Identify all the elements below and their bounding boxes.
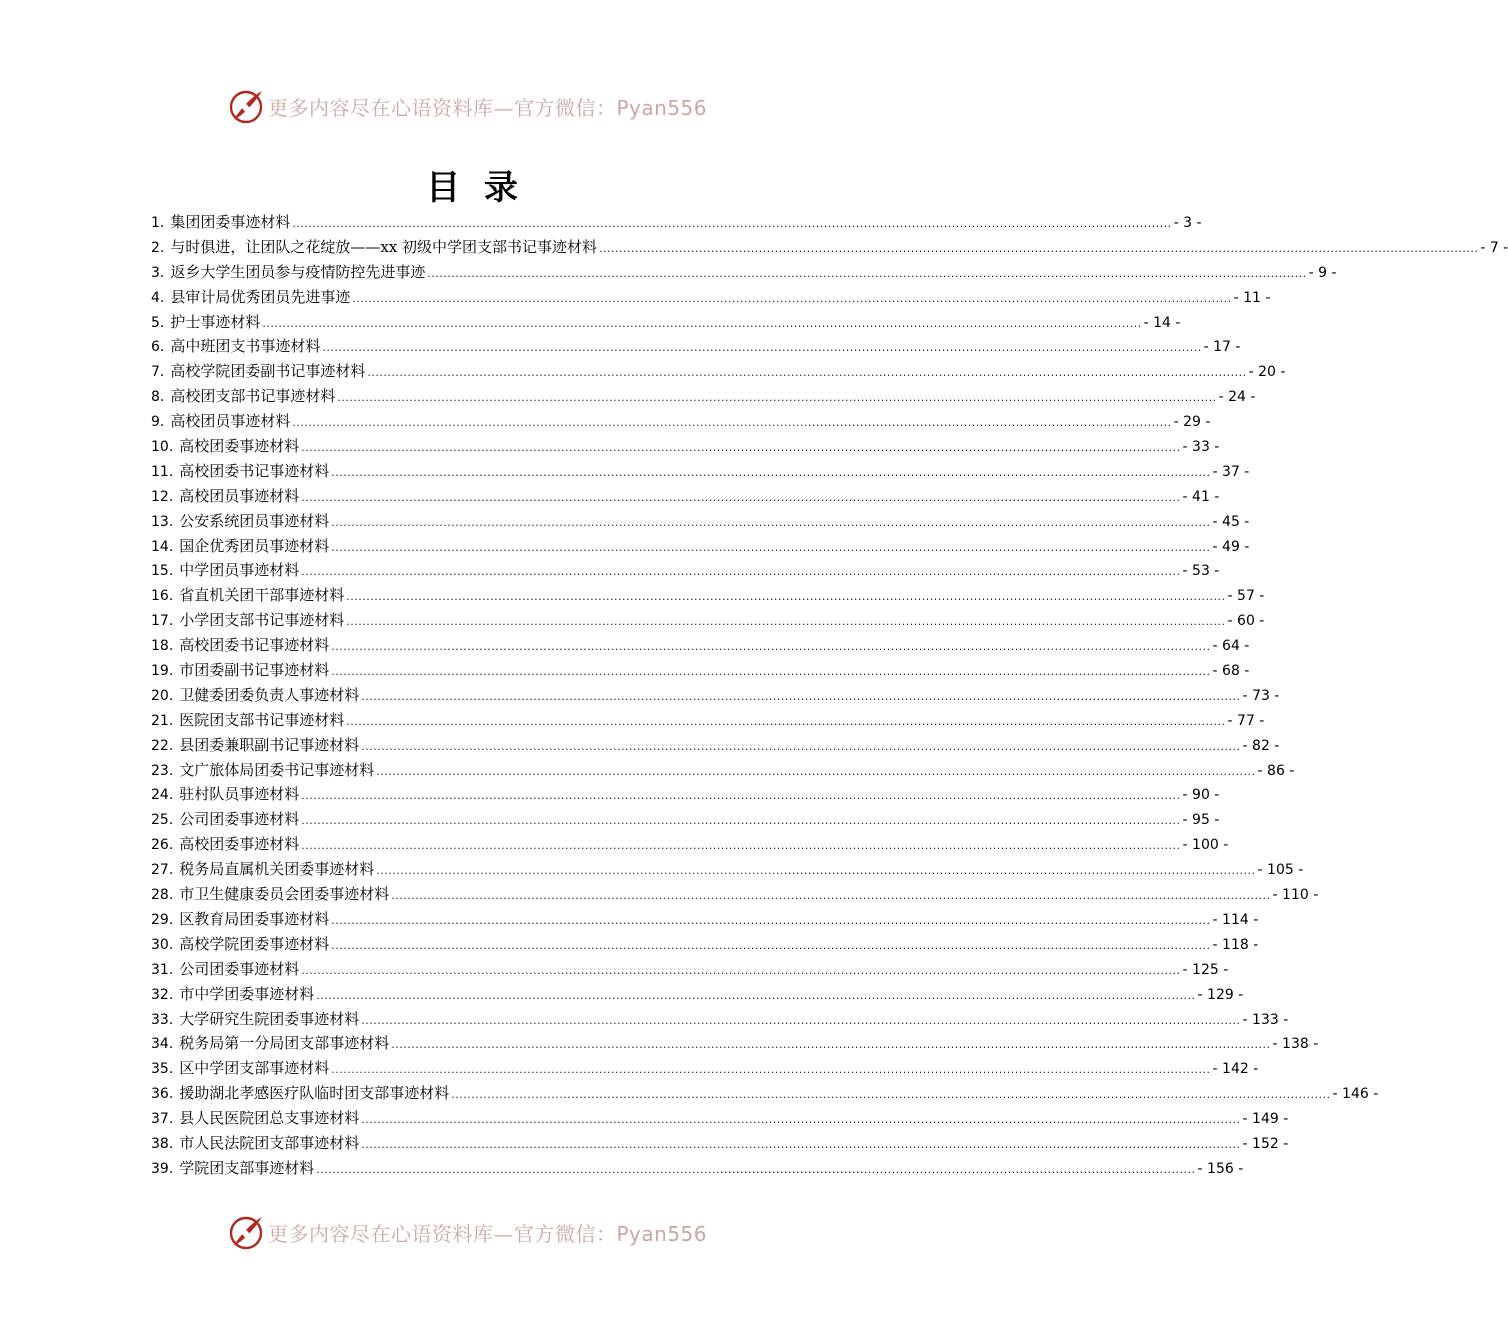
- toc-entry-page: - 156 -: [1197, 1160, 1244, 1177]
- toc-entry-title[interactable]: 卫健委团委负责人事迹材料: [179, 685, 360, 704]
- toc-entry-title[interactable]: 高校团委书记事迹材料: [179, 636, 330, 655]
- toc-dot-leader: ............................................................................................................................................................................................................................: [292, 416, 1172, 430]
- toc-entry-number: 21.: [151, 712, 174, 729]
- toc-entry-page: - 73 -: [1242, 687, 1280, 704]
- toc-entry-page: - 20 -: [1248, 364, 1286, 381]
- toc-entry[interactable]: [148, 485, 1220, 510]
- toc-entry[interactable]: [148, 510, 1250, 535]
- toc-entry-number: 19.: [151, 663, 174, 680]
- toc-entry-number: 13.: [151, 513, 174, 530]
- toc-entry-title[interactable]: 区教育局团委事迹材料: [179, 909, 330, 928]
- toc-entry-title[interactable]: 援助湖北孝感医疗队临时团支部事迹材料: [179, 1084, 450, 1103]
- toc-entry-page: - 82 -: [1242, 737, 1280, 754]
- toc-entry-number: 24.: [151, 787, 174, 804]
- toc-dot-leader: ............................................................................................................................................................................................................................: [331, 465, 1211, 479]
- toc-dot-leader: ............................................................................................................................................................................................................................: [301, 814, 1181, 828]
- toc-entry[interactable]: [148, 634, 1250, 659]
- toc-entry-number: 8.: [151, 389, 165, 406]
- toc-entry[interactable]: [148, 286, 1271, 311]
- toc-entry-title[interactable]: 公司团委事迹材料: [179, 959, 300, 978]
- toc-entry-number: 11.: [151, 463, 174, 480]
- toc-dot-leader: ............................................................................................................................................................................................................................: [346, 714, 1226, 728]
- toc-dot-leader: ............................................................................................................................................................................................................................: [361, 1137, 1241, 1151]
- toc-entry[interactable]: [148, 1082, 1379, 1107]
- toc-entry[interactable]: [148, 783, 1220, 808]
- toc-entry[interactable]: [148, 1132, 1289, 1157]
- banner-text: 更多内容尽在心语资料库—官方微信：Pyan556: [268, 1221, 708, 1246]
- toc-dot-leader: ............................................................................................................................................................................................................................: [331, 540, 1211, 554]
- toc-dot-leader: ............................................................................................................................................................................................................................: [376, 864, 1256, 878]
- toc-entry-number: 33.: [151, 1011, 174, 1028]
- toc-entry-page: - 146 -: [1332, 1086, 1379, 1103]
- toc-entry[interactable]: [148, 883, 1319, 908]
- toc-entry-page: - 125 -: [1182, 961, 1229, 978]
- toc-entry-page: - 29 -: [1173, 414, 1211, 431]
- toc-entry-number: 4.: [151, 289, 165, 306]
- toc-entry-page: - 57 -: [1227, 588, 1265, 605]
- toc-entry[interactable]: [148, 1032, 1319, 1057]
- toc-entry-title[interactable]: 国企优秀团员事迹材料: [179, 536, 330, 555]
- toc-entry-page: - 45 -: [1212, 513, 1250, 530]
- toc-entry-page: - 149 -: [1242, 1111, 1289, 1128]
- toc-entry[interactable]: [148, 709, 1265, 734]
- toc-entry-page: - 37 -: [1212, 463, 1250, 480]
- header-banner: [0, 84, 950, 128]
- toc-entry-number: 14.: [151, 538, 174, 555]
- toc-entry[interactable]: [148, 311, 1181, 336]
- toc-entry-page: - 77 -: [1227, 712, 1265, 729]
- toc-entry[interactable]: [148, 435, 1220, 460]
- toc-entry-number: 5.: [151, 314, 165, 331]
- toc-entry[interactable]: [148, 559, 1220, 584]
- toc-entry[interactable]: [148, 1157, 1244, 1182]
- toc-entry-page: - 110 -: [1272, 887, 1319, 904]
- toc-entry[interactable]: [148, 958, 1229, 983]
- toc-entry-title[interactable]: 文广旅体局团委书记事迹材料: [179, 760, 375, 779]
- toc-entry-page: - 114 -: [1212, 911, 1259, 928]
- toc-entry-page: - 3 -: [1173, 215, 1202, 231]
- toc-entry-page: - 17 -: [1203, 339, 1241, 356]
- toc-entry-page: - 41 -: [1182, 488, 1220, 505]
- toc-entry-page: - 9 -: [1308, 264, 1337, 281]
- toc-entry[interactable]: [148, 335, 1241, 360]
- toc-entry[interactable]: [148, 1057, 1259, 1082]
- toc-entry-page: - 118 -: [1212, 936, 1259, 953]
- toc-entry[interactable]: [148, 261, 1337, 286]
- toc-entry-title[interactable]: 县团委兼职副书记事迹材料: [179, 735, 360, 754]
- toc-entry-number: 12.: [151, 488, 174, 505]
- toc-entry-number: 3.: [151, 264, 165, 281]
- toc-dot-leader: ............................................................................................................................................................................................................................: [599, 241, 1479, 255]
- toc-entry[interactable]: [148, 211, 1202, 236]
- toc-entry-title[interactable]: 学院团支部事迹材料: [179, 1158, 315, 1177]
- toc-entry-number: 10.: [151, 439, 174, 456]
- toc-dot-leader: ............................................................................................................................................................................................................................: [346, 590, 1226, 604]
- toc-dot-leader: ............................................................................................................................................................................................................................: [451, 1088, 1331, 1102]
- toc-entry-title[interactable]: 市卫生健康委员会团委事迹材料: [179, 885, 390, 904]
- toc-entry-number: 38.: [151, 1135, 174, 1152]
- toc-entry[interactable]: [148, 1107, 1289, 1132]
- toc-entry-page: - 95 -: [1182, 812, 1220, 829]
- toc-entry-title[interactable]: 返乡大学生团员参与疫情防控先进事迹: [170, 262, 426, 281]
- toc-entry[interactable]: [148, 460, 1250, 485]
- toc-dot-leader: ............................................................................................................................................................................................................................: [301, 963, 1181, 977]
- toc-entry-page: - 14 -: [1143, 314, 1181, 331]
- toc-entry-number: 25.: [151, 812, 174, 829]
- toc-entry-page: - 129 -: [1197, 986, 1244, 1003]
- toc-entry-number: 35.: [151, 1061, 174, 1078]
- toc-entry-number: 16.: [151, 588, 174, 605]
- toc-dot-leader: ............................................................................................................................................................................................................................: [331, 665, 1211, 679]
- banner-text: 更多内容尽在心语资料库—官方微信：Pyan556: [268, 95, 708, 120]
- toc-entry-title[interactable]: 高校团委事迹材料: [179, 835, 300, 854]
- toc-dot-leader: ............................................................................................................................................................................................................................: [427, 266, 1307, 280]
- toc-entry-title[interactable]: 高校学院团委副书记事迹材料: [170, 362, 366, 381]
- toc-dot-leader: ............................................................................................................................................................................................................................: [322, 341, 1202, 355]
- toc-entry-page: - 142 -: [1212, 1061, 1259, 1078]
- toc-dot-leader: ............................................................................................................................................................................................................................: [331, 640, 1211, 654]
- toc-dot-leader: ............................................................................................................................................................................................................................: [331, 913, 1211, 927]
- toc-entry-title[interactable]: 高校团委事迹材料: [179, 437, 300, 456]
- toc-dot-leader: ............................................................................................................................................................................................................................: [346, 615, 1226, 629]
- toc-entry-page: - 105 -: [1257, 862, 1304, 879]
- toc-entry-page: - 60 -: [1227, 613, 1265, 630]
- toc-entry-number: 6.: [151, 339, 165, 356]
- toc-entry-title[interactable]: 高校团员事迹材料: [170, 412, 291, 431]
- toc-entry-title[interactable]: 高校学院团委事迹材料: [179, 934, 330, 953]
- toc-entry-title[interactable]: 税务局直属机关团委事迹材料: [179, 860, 375, 879]
- toc-dot-leader: ............................................................................................................................................................................................................................: [316, 988, 1196, 1002]
- toc-dot-leader: ............................................................................................................................................................................................................................: [331, 515, 1211, 529]
- toc-entry-title[interactable]: 驻村队员事迹材料: [179, 785, 300, 804]
- toc-entry[interactable]: [148, 659, 1250, 684]
- toc-dot-leader: ............................................................................................................................................................................................................................: [331, 1063, 1211, 1077]
- toc-entry-page: - 138 -: [1272, 1036, 1319, 1053]
- toc-entry[interactable]: [148, 734, 1280, 759]
- toc-entry-title[interactable]: 中学团员事迹材料: [179, 561, 300, 580]
- footer-banner: [0, 1210, 950, 1254]
- toc-entry-number: 17.: [151, 613, 174, 630]
- toc-entry-title[interactable]: 公安系统团员事迹材料: [179, 511, 330, 530]
- toc-entry-number: 29.: [151, 911, 174, 928]
- toc-entry-title[interactable]: 市中学团委事迹材料: [179, 984, 315, 1003]
- toc-entry-number: 30.: [151, 936, 174, 953]
- toc-entry-number: 34.: [151, 1036, 174, 1053]
- toc-entry-number: 36.: [151, 1086, 174, 1103]
- toc-entry[interactable]: [148, 1008, 1289, 1033]
- toc-entry-page: - 64 -: [1212, 638, 1250, 655]
- feather-pen-logo-icon: [226, 86, 266, 126]
- toc-entry-title[interactable]: 小学团支部书记事迹材料: [179, 611, 345, 630]
- toc-entry-number: 2.: [151, 239, 165, 256]
- toc-entry-title[interactable]: 集团团委事迹材料: [170, 213, 291, 231]
- toc-dot-leader: ............................................................................................................................................................................................................................: [292, 217, 1172, 230]
- toc-entry-number: 23.: [151, 762, 174, 779]
- toc-entry[interactable]: [148, 833, 1229, 858]
- toc-entry-title[interactable]: 高校团支部书记事迹材料: [170, 387, 336, 406]
- toc-dot-leader: ............................................................................................................................................................................................................................: [301, 490, 1181, 504]
- toc-entry[interactable]: [148, 535, 1250, 560]
- toc-entry-page: - 53 -: [1182, 563, 1220, 580]
- toc-entry-number: 37.: [151, 1111, 174, 1128]
- toc-entry-title[interactable]: 省直机关团干部事迹材料: [179, 586, 345, 605]
- toc-dot-leader: ............................................................................................................................................................................................................................: [352, 291, 1232, 305]
- toc-dot-leader: ............................................................................................................................................................................................................................: [391, 889, 1271, 903]
- toc-entry[interactable]: [148, 609, 1265, 634]
- toc-dot-leader: ............................................................................................................................................................................................................................: [331, 938, 1211, 952]
- toc-entry-page: - 11 -: [1233, 289, 1271, 306]
- toc-entry-number: 18.: [151, 638, 174, 655]
- toc-dot-leader: ............................................................................................................................................................................................................................: [391, 1038, 1271, 1052]
- toc-entry-page: - 68 -: [1212, 663, 1250, 680]
- toc-entry-number: 22.: [151, 737, 174, 754]
- toc-entry-page: - 152 -: [1242, 1135, 1289, 1152]
- toc-entry[interactable]: [148, 684, 1280, 709]
- toc-entry[interactable]: [148, 908, 1259, 933]
- toc-entry-title[interactable]: 与时俱进，让团队之花绽放——xx 初级中学团支部书记事迹材料: [170, 237, 598, 256]
- toc-entry[interactable]: [148, 385, 1256, 410]
- toc-entry-page: - 33 -: [1182, 439, 1220, 456]
- toc-entry-title[interactable]: 护士事迹材料: [170, 312, 261, 331]
- toc-dot-leader: ............................................................................................................................................................................................................................: [301, 565, 1181, 579]
- toc-dot-leader: ............................................................................................................................................................................................................................: [301, 839, 1181, 853]
- toc-entry[interactable]: [148, 236, 1508, 261]
- toc-entry-number: 9.: [151, 414, 165, 431]
- toc-entry-title[interactable]: 市团委副书记事迹材料: [179, 661, 330, 680]
- toc-dot-leader: ............................................................................................................................................................................................................................: [361, 1113, 1241, 1127]
- toc-entry[interactable]: [148, 584, 1265, 609]
- toc-dot-leader: ............................................................................................................................................................................................................................: [262, 316, 1142, 330]
- toc-entry-title[interactable]: 县人民医院团总支事迹材料: [179, 1109, 360, 1128]
- toc-entry-title[interactable]: 高校团员事迹材料: [179, 486, 300, 505]
- toc-entry-page: - 90 -: [1182, 787, 1220, 804]
- toc-entry-number: 31.: [151, 961, 174, 978]
- toc-entry-title[interactable]: 税务局第一分局团支部事迹材料: [179, 1034, 390, 1053]
- toc-entry[interactable]: [148, 410, 1211, 435]
- table-of-contents: [148, 211, 1508, 1182]
- toc-entry-title[interactable]: 县审计局优秀团员先进事迹: [170, 287, 351, 306]
- toc-dot-leader: ............................................................................................................................................................................................................................: [361, 1013, 1241, 1027]
- toc-entry-title[interactable]: 区中学团支部事迹材料: [179, 1059, 330, 1078]
- toc-entry-page: - 133 -: [1242, 1011, 1289, 1028]
- toc-entry-page: - 7 -: [1480, 239, 1508, 256]
- toc-dot-leader: ............................................................................................................................................................................................................................: [361, 739, 1241, 753]
- toc-entry[interactable]: [148, 858, 1304, 883]
- feather-pen-logo-icon: [226, 1212, 266, 1252]
- toc-entry-number: 39.: [151, 1160, 174, 1177]
- page-title: 目 录: [426, 168, 524, 208]
- toc-entry-title[interactable]: 大学研究生院团委事迹材料: [179, 1009, 360, 1028]
- toc-entry[interactable]: [148, 759, 1295, 784]
- toc-entry-number: 28.: [151, 887, 174, 904]
- toc-entry-title[interactable]: 医院团支部书记事迹材料: [179, 710, 345, 729]
- toc-dot-leader: ............................................................................................................................................................................................................................: [316, 1162, 1196, 1176]
- toc-entry-number: 15.: [151, 563, 174, 580]
- toc-entry-number: 32.: [151, 986, 174, 1003]
- toc-entry-page: - 86 -: [1257, 762, 1295, 779]
- toc-dot-leader: ............................................................................................................................................................................................................................: [361, 689, 1241, 703]
- toc-entry[interactable]: [148, 983, 1244, 1008]
- toc-entry-number: 7.: [151, 364, 165, 381]
- toc-entry-page: - 49 -: [1212, 538, 1250, 555]
- toc-dot-leader: ............................................................................................................................................................................................................................: [337, 391, 1217, 405]
- toc-entry-title[interactable]: 高校团委书记事迹材料: [179, 461, 330, 480]
- toc-dot-leader: ............................................................................................................................................................................................................................: [301, 789, 1181, 803]
- toc-entry-number: 26.: [151, 837, 174, 854]
- toc-entry[interactable]: [148, 808, 1220, 833]
- toc-entry-number: 20.: [151, 687, 174, 704]
- toc-entry-title[interactable]: 市人民法院团支部事迹材料: [179, 1133, 360, 1152]
- toc-entry-number: 1.: [151, 215, 165, 231]
- toc-entry-title[interactable]: 公司团委事迹材料: [179, 810, 300, 829]
- toc-dot-leader: ............................................................................................................................................................................................................................: [367, 366, 1247, 380]
- toc-entry-page: - 24 -: [1218, 389, 1256, 406]
- toc-entry-page: - 100 -: [1182, 837, 1229, 854]
- toc-entry-number: 27.: [151, 862, 174, 879]
- toc-entry[interactable]: [148, 360, 1286, 385]
- toc-entry[interactable]: [148, 933, 1259, 958]
- toc-dot-leader: ............................................................................................................................................................................................................................: [376, 764, 1256, 778]
- toc-dot-leader: ............................................................................................................................................................................................................................: [301, 441, 1181, 455]
- toc-entry-title[interactable]: 高中班团支书事迹材料: [170, 337, 321, 356]
